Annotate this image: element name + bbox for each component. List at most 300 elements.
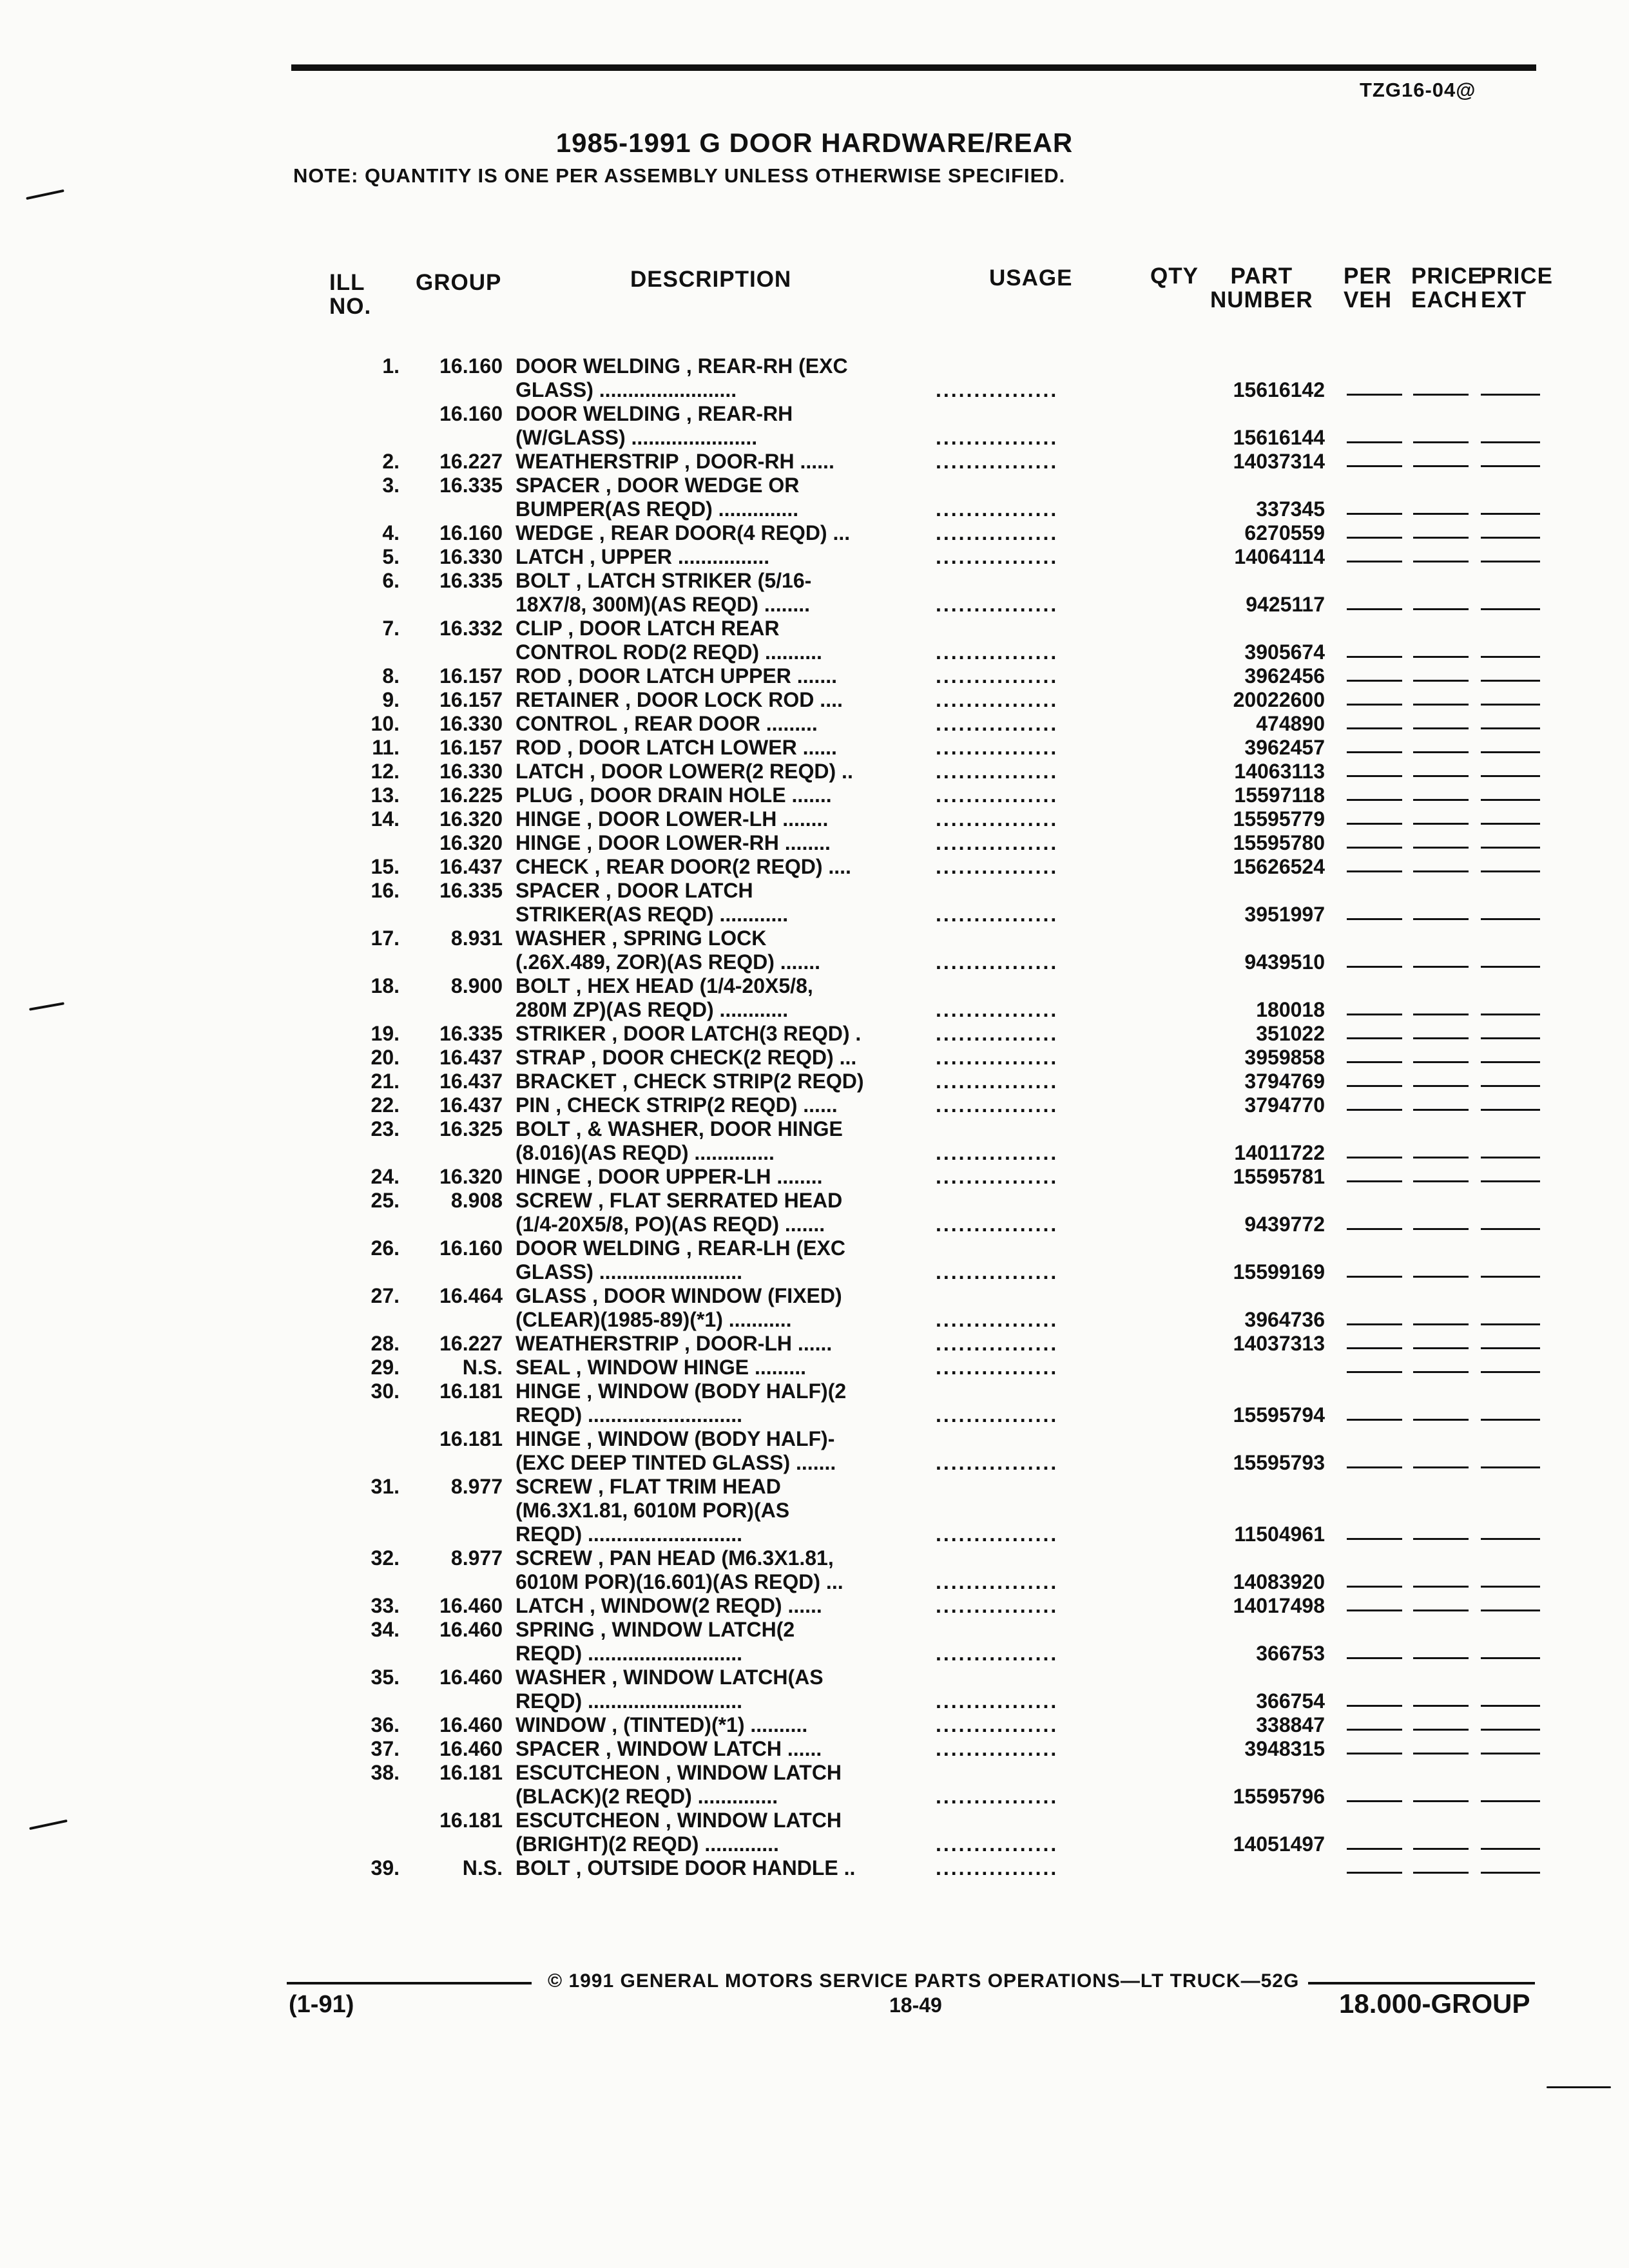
part-row <box>0 1403 1629 1427</box>
price-blanks <box>1347 1014 1540 1017</box>
blank-line <box>1413 966 1469 968</box>
blank-line <box>1347 561 1402 562</box>
blank-line <box>1413 751 1469 753</box>
price-blanks <box>1347 966 1540 970</box>
part-number: 15595779 <box>1233 807 1325 831</box>
part-number: 3962457 <box>1244 736 1325 759</box>
description <box>516 1856 855 1880</box>
blank-line <box>1413 1705 1469 1707</box>
blank-line <box>1413 1729 1469 1731</box>
group-code: 16.460 <box>439 1666 503 1689</box>
blank-line <box>1347 537 1402 539</box>
part-detail-continued: GLASS) ......................... <box>516 1260 743 1283</box>
part-row <box>0 1284 1629 1308</box>
part-number: 351022 <box>1256 1022 1325 1045</box>
description <box>516 426 757 450</box>
blank-line <box>1347 1014 1402 1015</box>
description <box>516 545 769 569</box>
blank-line <box>1413 1466 1469 1468</box>
blank-line <box>1347 1109 1402 1111</box>
top-rule <box>291 64 1536 71</box>
part-row <box>0 879 1629 903</box>
header-price-each-line2: EACH <box>1411 287 1478 312</box>
usage-leader: ................ <box>936 1356 1059 1379</box>
part-name: SPACER <box>516 474 600 497</box>
part-detail: , WINDOW LATCH(2 <box>595 1618 795 1641</box>
part-row <box>0 1308 1629 1332</box>
price-blanks <box>1347 870 1540 874</box>
blank-line <box>1347 799 1402 801</box>
part-number: 15616144 <box>1233 426 1325 449</box>
group-code: 16.460 <box>439 1594 503 1617</box>
header-part-line2: NUMBER <box>1210 287 1313 312</box>
blank-line <box>1481 1729 1540 1731</box>
ill-number: 35. <box>371 1666 400 1689</box>
price-blanks <box>1347 775 1540 779</box>
part-row <box>0 617 1629 640</box>
description <box>516 497 798 521</box>
part-row <box>0 545 1629 569</box>
blank-line <box>1481 441 1540 443</box>
scan-mark <box>1547 2086 1611 2088</box>
blank-line <box>1347 1037 1402 1039</box>
part-number: 14017498 <box>1233 1594 1325 1617</box>
header-per-veh <box>1344 264 1392 312</box>
part-row <box>0 1236 1629 1260</box>
group-code: 16.437 <box>439 1046 503 1069</box>
price-blanks <box>1347 1466 1540 1470</box>
part-number: 15595793 <box>1233 1451 1325 1474</box>
description <box>516 378 737 402</box>
ill-number: 16. <box>371 879 400 902</box>
blank-line <box>1481 1037 1540 1039</box>
part-name: SPACER <box>516 1737 600 1760</box>
blank-line <box>1413 727 1469 729</box>
description <box>516 1594 822 1618</box>
part-detail-continued: STRIKER(AS REQD) ............ <box>516 903 789 926</box>
part-number: 3948315 <box>1244 1737 1325 1760</box>
description <box>516 974 813 998</box>
price-blanks <box>1347 1085 1540 1089</box>
part-number: 15599169 <box>1233 1260 1325 1283</box>
ill-number: 12. <box>371 760 400 783</box>
part-detail-continued: (.26X.489, ZOR)(AS REQD) ....... <box>516 950 820 974</box>
part-number: 180018 <box>1256 998 1325 1021</box>
part-row <box>0 1070 1629 1093</box>
part-row <box>0 521 1629 545</box>
blank-line <box>1347 1657 1402 1659</box>
description <box>516 1475 781 1499</box>
price-blanks <box>1347 751 1540 755</box>
price-blanks <box>1347 1157 1540 1160</box>
part-row <box>0 1022 1629 1046</box>
blank-line <box>1347 1586 1402 1588</box>
blank-line <box>1413 823 1469 825</box>
group-code: 16.181 <box>439 1761 503 1784</box>
ill-number: 5. <box>382 545 400 568</box>
part-detail: , DOOR DRAIN HOLE ....... <box>573 783 832 807</box>
blank-line <box>1347 608 1402 610</box>
part-row <box>0 1689 1629 1713</box>
usage-leader: ................ <box>936 831 1059 854</box>
blank-line <box>1481 1014 1540 1015</box>
part-detail: , DOOR LATCH UPPER ....... <box>561 664 837 687</box>
part-name: ROD <box>516 664 562 687</box>
part-detail: , WINDOW LATCH ...... <box>600 1737 822 1760</box>
part-row <box>0 1046 1629 1070</box>
description <box>516 879 753 903</box>
blank-line <box>1481 1538 1540 1540</box>
ill-number: 15. <box>371 855 400 878</box>
description <box>516 1093 838 1117</box>
description <box>516 1785 778 1809</box>
description <box>516 950 820 974</box>
group-code: 16.227 <box>439 1332 503 1355</box>
description <box>516 1570 843 1594</box>
part-detail: , REAR-RH <box>680 402 793 425</box>
description <box>516 1332 832 1356</box>
price-blanks <box>1347 727 1540 731</box>
blank-line <box>1481 727 1540 729</box>
part-name: LATCH <box>516 545 584 568</box>
header-ill-line1: ILL <box>329 270 365 295</box>
part-detail: , HEX HEAD (1/4-20X5/8, <box>570 974 813 997</box>
group-code: 16.460 <box>439 1737 503 1760</box>
part-row <box>0 1260 1629 1284</box>
price-blanks <box>1347 1180 1540 1184</box>
description <box>516 1642 742 1666</box>
group-code: N.S. <box>462 1356 503 1379</box>
price-blanks <box>1347 680 1540 684</box>
blank-line <box>1413 1800 1469 1802</box>
part-row <box>0 1475 1629 1499</box>
blank-line <box>1481 561 1540 562</box>
group-code: 16.157 <box>439 736 503 759</box>
usage-leader: ................ <box>936 1022 1059 1045</box>
description <box>516 1618 795 1642</box>
header-per-line1: PER <box>1344 264 1392 289</box>
price-blanks <box>1347 704 1540 707</box>
price-blanks <box>1347 1848 1540 1852</box>
part-detail: , REAR-RH (EXC <box>680 354 848 378</box>
part-name: RETAINER <box>516 688 620 711</box>
group-number: 18.000-GROUP <box>1339 1988 1530 2019</box>
part-row <box>0 474 1629 497</box>
part-detail: , DOOR WEDGE OR <box>600 474 799 497</box>
part-row <box>0 950 1629 974</box>
part-row <box>0 1856 1629 1880</box>
blank-line <box>1347 1729 1402 1731</box>
blank-line <box>1481 847 1540 849</box>
part-name: STRAP <box>516 1046 585 1069</box>
part-number: 3951997 <box>1244 903 1325 926</box>
part-number: 3905674 <box>1244 640 1325 664</box>
usage-leader: ................ <box>936 545 1059 568</box>
blank-line <box>1413 1276 1469 1278</box>
usage-leader: ................ <box>936 1213 1059 1236</box>
part-row <box>0 1785 1629 1809</box>
usage-leader: ................ <box>936 903 1059 926</box>
part-name: LATCH <box>516 1594 584 1617</box>
part-name: SCREW <box>516 1475 593 1498</box>
part-row <box>0 1713 1629 1737</box>
part-row <box>0 1165 1629 1189</box>
part-name: WEATHERSTRIP <box>516 450 679 473</box>
usage-leader: ................ <box>936 1308 1059 1331</box>
blank-line <box>1481 1705 1540 1707</box>
usage-leader: ................ <box>936 1594 1059 1617</box>
blank-line <box>1413 1323 1469 1325</box>
group-code: 8.931 <box>450 927 503 950</box>
blank-line <box>1347 1800 1402 1802</box>
usage-leader: ................ <box>936 1856 1059 1879</box>
part-row <box>0 1761 1629 1785</box>
blank-line <box>1481 608 1540 610</box>
description <box>516 688 843 712</box>
usage-leader: ................ <box>936 497 1059 521</box>
ill-number: 36. <box>371 1713 400 1736</box>
usage-leader: ................ <box>936 1093 1059 1117</box>
part-name: SEAL <box>516 1356 570 1379</box>
part-detail: , DOOR LATCH(3 REQD) . <box>606 1022 861 1045</box>
revision-date: (1-91) <box>289 1991 354 2018</box>
group-code: 16.330 <box>439 760 503 783</box>
part-detail: , DOOR LOCK ROD .... <box>619 688 843 711</box>
blank-line <box>1347 680 1402 682</box>
description <box>516 1070 863 1093</box>
group-code: 16.460 <box>439 1618 503 1641</box>
part-detail: , WINDOW HINGE ......... <box>570 1356 806 1379</box>
part-number: 3964736 <box>1244 1308 1325 1331</box>
part-row <box>0 1117 1629 1141</box>
ill-number: 19. <box>371 1022 400 1045</box>
ill-number: 10. <box>371 712 400 735</box>
blank-line <box>1413 1657 1469 1659</box>
price-blanks <box>1347 656 1540 660</box>
part-row <box>0 831 1629 855</box>
price-blanks <box>1347 799 1540 803</box>
usage-leader: ................ <box>936 1451 1059 1474</box>
blank-line <box>1413 513 1469 515</box>
blank-line <box>1481 1610 1540 1611</box>
part-name: PIN <box>516 1093 550 1117</box>
group-code: 8.908 <box>450 1189 503 1212</box>
description <box>516 736 837 760</box>
part-row <box>0 640 1629 664</box>
part-detail: , WINDOW(2 REQD) ...... <box>584 1594 822 1617</box>
part-row <box>0 1379 1629 1403</box>
description <box>516 1809 842 1832</box>
usage-leader: ................ <box>936 593 1059 616</box>
part-row <box>0 903 1629 927</box>
part-detail-continued: (W/GLASS) ...................... <box>516 426 758 449</box>
part-name: SCREW <box>516 1189 593 1212</box>
blank-line <box>1347 1180 1402 1182</box>
part-row <box>0 1499 1629 1523</box>
part-number: 14063113 <box>1234 760 1325 783</box>
usage-leader: ................ <box>936 1832 1059 1856</box>
part-row <box>0 1141 1629 1165</box>
part-number: 3794770 <box>1244 1093 1325 1117</box>
blank-line <box>1413 1610 1469 1611</box>
part-name: CLIP <box>516 617 563 640</box>
part-number: 15597118 <box>1234 783 1325 807</box>
usage-leader: ................ <box>936 1260 1059 1283</box>
part-detail: , REAR-LH (EXC <box>680 1236 845 1260</box>
usage-leader: ................ <box>936 760 1059 783</box>
blank-line <box>1413 394 1469 396</box>
part-row <box>0 1213 1629 1236</box>
blank-line <box>1481 870 1540 872</box>
price-blanks <box>1347 1061 1540 1065</box>
ill-number: 30. <box>371 1379 400 1403</box>
description <box>516 1451 836 1475</box>
part-number: 14037314 <box>1233 450 1325 473</box>
part-row <box>0 378 1629 402</box>
usage-leader: ................ <box>936 1570 1059 1593</box>
description <box>516 1737 822 1761</box>
part-row <box>0 1093 1629 1117</box>
price-blanks <box>1347 608 1540 612</box>
part-row <box>0 593 1629 617</box>
part-row <box>0 450 1629 474</box>
usage-leader: ................ <box>936 1713 1059 1736</box>
part-number: 366753 <box>1256 1642 1325 1665</box>
group-code: 16.320 <box>439 807 503 831</box>
header-description: DESCRIPTION <box>630 267 792 292</box>
group-code: 8.900 <box>450 974 503 997</box>
description <box>516 1046 856 1070</box>
blank-line <box>1347 1276 1402 1278</box>
part-name: BOLT <box>516 1856 570 1879</box>
part-name: CHECK <box>516 855 589 878</box>
group-code: 16.160 <box>439 1236 503 1260</box>
page-number: 18-49 <box>889 1994 942 2017</box>
price-blanks <box>1347 1347 1540 1351</box>
description <box>516 1832 779 1856</box>
part-detail: , DOOR-LH ...... <box>679 1332 832 1355</box>
part-number: 3959858 <box>1244 1046 1325 1069</box>
part-row <box>0 1523 1629 1546</box>
part-row <box>0 1832 1629 1856</box>
description <box>516 712 818 736</box>
blank-line <box>1481 704 1540 706</box>
blank-line <box>1481 537 1540 539</box>
part-row <box>0 1356 1629 1379</box>
group-code: 16.330 <box>439 712 503 735</box>
part-row <box>0 998 1629 1022</box>
ill-number: 34. <box>371 1618 400 1641</box>
price-blanks <box>1347 823 1540 827</box>
blank-line <box>1413 608 1469 610</box>
group-code: 16.227 <box>439 450 503 473</box>
description <box>516 855 851 879</box>
part-detail-continued: 6010M POR)(16.601)(AS REQD) ... <box>516 1570 843 1593</box>
blank-line <box>1481 513 1540 515</box>
part-name: ESCUTCHEON <box>516 1809 660 1832</box>
description <box>516 1308 792 1332</box>
price-blanks <box>1347 1371 1540 1375</box>
part-detail: , OUTSIDE DOOR HANDLE .. <box>570 1856 856 1879</box>
description <box>516 1761 842 1785</box>
part-detail-continued: REQD) ........................... <box>516 1523 743 1546</box>
group-code: 16.157 <box>439 664 503 687</box>
description <box>516 831 831 855</box>
price-blanks <box>1347 847 1540 850</box>
part-name: BOLT <box>516 569 570 592</box>
price-blanks <box>1347 1753 1540 1756</box>
blank-line <box>1481 1848 1540 1850</box>
blank-line <box>1413 561 1469 562</box>
usage-leader: ................ <box>936 640 1059 664</box>
ill-number: 14. <box>371 807 400 831</box>
description <box>516 617 779 640</box>
price-blanks <box>1347 918 1540 922</box>
part-row <box>0 855 1629 879</box>
description <box>516 1427 834 1451</box>
part-detail-continued: (EXC DEEP TINTED GLASS) ....... <box>516 1451 836 1474</box>
header-price-each-line1: PRICE <box>1411 264 1483 289</box>
part-detail: , REAR DOOR ......... <box>617 712 818 735</box>
blank-line <box>1413 537 1469 539</box>
part-row <box>0 1737 1629 1761</box>
blank-line <box>1481 1157 1540 1158</box>
ill-number: 13. <box>371 783 400 807</box>
part-row <box>0 1332 1629 1356</box>
part-detail-continued: GLASS) ........................ <box>516 378 737 401</box>
part-name: GLASS <box>516 1284 587 1307</box>
price-blanks <box>1347 1610 1540 1613</box>
blank-line <box>1347 1419 1402 1421</box>
description <box>516 474 799 497</box>
part-number: 474890 <box>1256 712 1325 735</box>
price-blanks <box>1347 465 1540 469</box>
part-detail: , DOOR LATCH <box>600 879 753 902</box>
price-blanks <box>1347 1705 1540 1709</box>
part-number: 15595780 <box>1233 831 1325 854</box>
ill-number: 38. <box>371 1761 400 1784</box>
blank-line <box>1413 1419 1469 1421</box>
blank-line <box>1481 1753 1540 1754</box>
ill-number: 7. <box>382 617 400 640</box>
part-detail: , WINDOW (BODY HALF)- <box>581 1427 834 1450</box>
price-blanks <box>1347 1419 1540 1423</box>
blank-line <box>1413 1872 1469 1874</box>
part-name: STRIKER <box>516 1022 606 1045</box>
part-detail: , REAR DOOR(4 REQD) ... <box>593 521 850 544</box>
description <box>516 1022 861 1046</box>
group-code: 16.332 <box>439 617 503 640</box>
ill-number: 24. <box>371 1165 400 1188</box>
blank-line <box>1413 1180 1469 1182</box>
description <box>516 569 811 593</box>
part-row <box>0 664 1629 688</box>
blank-line <box>1347 1228 1402 1230</box>
part-number: 14083920 <box>1233 1570 1325 1593</box>
ill-number: 8. <box>382 664 400 687</box>
part-number: 6270559 <box>1244 521 1325 544</box>
description <box>516 1546 834 1570</box>
price-blanks <box>1347 1109 1540 1113</box>
part-name: HINGE <box>516 807 581 831</box>
usage-leader: ................ <box>936 450 1059 473</box>
usage-leader: ................ <box>936 1689 1059 1713</box>
scan-mark <box>26 189 64 200</box>
ill-number: 26. <box>371 1236 400 1260</box>
blank-line <box>1413 1753 1469 1754</box>
description <box>516 664 837 688</box>
part-row <box>0 1427 1629 1451</box>
